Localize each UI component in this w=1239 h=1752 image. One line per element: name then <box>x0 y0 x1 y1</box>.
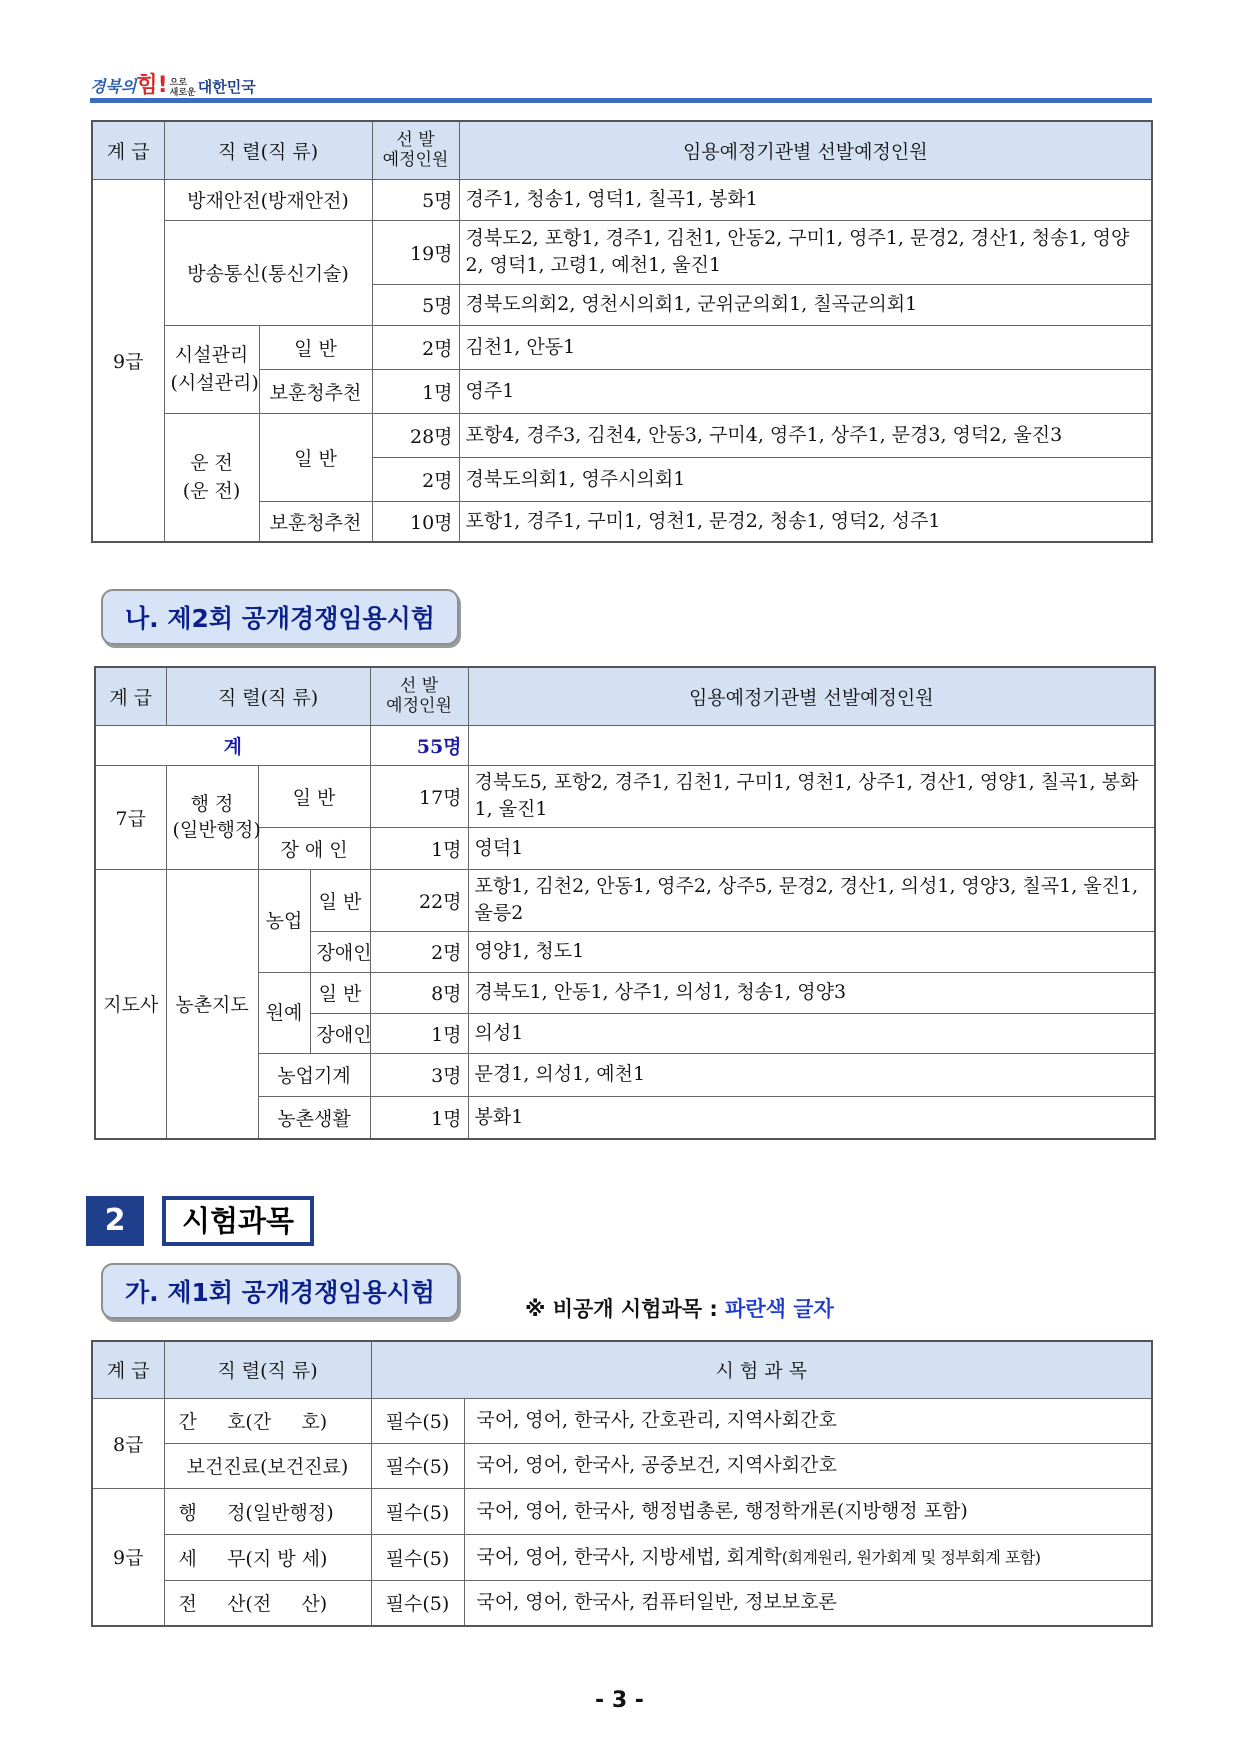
count-cell: 2명 <box>372 457 459 501</box>
agency-cell: 포항4, 경주3, 김천4, 안동3, 구미4, 영주1, 상주1, 문경3, 영덕2, 울진3 <box>459 413 1152 457</box>
table-row <box>95 869 1155 931</box>
logo-text-1: 경북의 <box>90 77 137 96</box>
grade-cell: 9급 <box>92 1488 164 1626</box>
series-cell: 전 산(전 산) <box>164 1580 371 1626</box>
agency-cell: 포항1, 김천2, 안동1, 영주2, 상주5, 문경2, 경산1, 의성1, 영양3, 칠곡1, 울진1, 울릉2 <box>468 869 1155 931</box>
agency-cell: 영주1 <box>459 369 1152 413</box>
header-agency: 임용예정기관별 선발예정인원 <box>459 121 1152 179</box>
header-logo <box>90 68 256 99</box>
sub-series-cell: 농촌생활 <box>258 1096 370 1139</box>
table-row <box>95 765 1155 827</box>
header-grade: 계 급 <box>95 667 166 725</box>
count-cell: 10명 <box>372 501 459 542</box>
total-count: 55명 <box>370 725 468 765</box>
table-row <box>92 413 1152 457</box>
page-number: - 3 - <box>595 1688 644 1713</box>
header-count: 선 발 예정인원 <box>370 667 468 725</box>
series-cell: 보건진료(보건진료) <box>164 1443 371 1488</box>
grade-cell: 8급 <box>92 1398 164 1488</box>
sub-series-cell: 일 반 <box>310 972 370 1013</box>
header-series: 직 렬(직 류) <box>164 121 372 179</box>
sub-series-cell: 일 반 <box>310 869 370 931</box>
count-cell: 1명 <box>372 369 459 413</box>
count-cell: 1명 <box>370 1096 468 1139</box>
section-heading-na: 나. 제2회 공개경쟁임용시험 <box>101 589 459 645</box>
header-grade: 계 급 <box>92 121 164 179</box>
agency-cell: 문경1, 의성1, 예천1 <box>468 1053 1155 1096</box>
sub-series-cell: 농업기계 <box>258 1053 370 1096</box>
count-cell: 3명 <box>370 1053 468 1096</box>
logo-text-2: 대한민국 <box>197 78 256 96</box>
total-row <box>95 725 1155 765</box>
requirement-cell: 필수(5) <box>371 1488 464 1534</box>
header-rule <box>90 98 1152 103</box>
count-cell: 1명 <box>370 1013 468 1053</box>
sub-series-cell: 보훈청추천 <box>259 501 372 542</box>
agency-cell: 김천1, 안동1 <box>459 325 1152 369</box>
table-header-row <box>95 667 1155 725</box>
series-cell: 행 정(일반행정) <box>164 1488 371 1534</box>
table-recruitment-2-body <box>94 666 1156 1140</box>
table-row <box>92 1580 1152 1626</box>
count-cell: 2명 <box>372 325 459 369</box>
category-wonye: 원예 <box>258 972 310 1053</box>
series-cell: 농촌지도 <box>166 869 258 1139</box>
header-series: 직 렬(직 류) <box>166 667 370 725</box>
subjects-cell: 국어, 영어, 한국사, 행정법총론, 행정학개론(지방행정 포함) <box>464 1488 1152 1534</box>
requirement-cell: 필수(5) <box>371 1398 464 1443</box>
count-cell: 8명 <box>370 972 468 1013</box>
series-cell: 시설관리 (시설관리) <box>164 325 259 413</box>
table-recruitment-1-continued <box>91 120 1153 543</box>
agency-cell: 경북도2, 포항1, 경주1, 김천1, 안동2, 구미1, 영주1, 문경2, 경산1, 청송1, 영양2, 영덕1, 고령1, 예천1, 울진1 <box>459 220 1152 284</box>
sub-series-cell: 일 반 <box>259 325 372 369</box>
sub-series-cell: 장애인 <box>310 1013 370 1053</box>
count-cell: 28명 <box>372 413 459 457</box>
sub-series-cell: 일 반 <box>258 765 370 827</box>
table-row <box>92 179 1152 220</box>
header-agency: 임용예정기관별 선발예정인원 <box>468 667 1155 725</box>
agency-cell: 경주1, 청송1, 영덕1, 칠곡1, 봉화1 <box>459 179 1152 220</box>
count-cell: 1명 <box>370 827 468 869</box>
agency-cell: 봉화1 <box>468 1096 1155 1139</box>
table-row <box>92 220 1152 284</box>
table-row <box>92 1443 1152 1488</box>
section-heading-ga: 가. 제1회 공개경쟁임용시험 <box>101 1263 459 1319</box>
agency-cell: 영덕1 <box>468 827 1155 869</box>
grade-cell: 지도사 <box>95 869 166 1139</box>
count-cell: 22명 <box>370 869 468 931</box>
total-label: 계 <box>95 725 370 765</box>
count-cell: 17명 <box>370 765 468 827</box>
agency-cell: 경북도5, 포항2, 경주1, 김천1, 구미1, 영천1, 상주1, 경산1, 영양1, 칠곡1, 봉화1, 울진1 <box>468 765 1155 827</box>
count-cell: 2명 <box>370 931 468 972</box>
table-row <box>92 1398 1152 1443</box>
grade-cell: 9급 <box>92 179 164 542</box>
table-row <box>92 1534 1152 1580</box>
sub-series-cell: 일 반 <box>259 413 372 501</box>
grade-cell: 7급 <box>95 765 166 869</box>
table-header-row <box>92 1341 1152 1398</box>
count-cell: 5명 <box>372 179 459 220</box>
table-header-row <box>92 121 1152 179</box>
count-cell: 5명 <box>372 284 459 325</box>
logo-exclaim: 힘! <box>136 73 168 98</box>
subjects-cell: 국어, 영어, 한국사, 간호관리, 지역사회간호 <box>464 1398 1152 1443</box>
table-exam-subjects <box>91 1340 1153 1627</box>
series-cell: 방송통신(통신기술) <box>164 220 372 325</box>
series-cell: 운 전 (운 전) <box>164 413 259 542</box>
table-row <box>92 1488 1152 1534</box>
header-subjects: 시 험 과 목 <box>371 1341 1152 1398</box>
subjects-cell: 국어, 영어, 한국사, 지방세법, 회계학(회계원리, 원가회계 및 정부회계 포함) <box>464 1534 1152 1580</box>
header-series: 직 렬(직 류) <box>164 1341 371 1398</box>
requirement-cell: 필수(5) <box>371 1580 464 1626</box>
header-count: 선 발 예정인원 <box>372 121 459 179</box>
series-cell: 행 정 (일반행정) <box>166 765 258 869</box>
sub-series-cell: 장애인 <box>310 931 370 972</box>
series-cell: 간 호(간 호) <box>164 1398 371 1443</box>
agency-cell: 경북도1, 안동1, 상주1, 의성1, 청송1, 영양3 <box>468 972 1155 1013</box>
table-row <box>92 325 1152 369</box>
agency-cell: 영양1, 청도1 <box>468 931 1155 972</box>
agency-cell: 의성1 <box>468 1013 1155 1053</box>
subjects-cell: 국어, 영어, 한국사, 컴퓨터일반, 정보보호론 <box>464 1580 1152 1626</box>
requirement-cell: 필수(5) <box>371 1443 464 1488</box>
logo-small-text: 으로 새로운 <box>169 77 196 98</box>
series-cell: 세 무(지 방 세) <box>164 1534 371 1580</box>
section-title-exam-subjects: 시험과목 <box>162 1196 314 1246</box>
sub-series-cell: 보훈청추천 <box>259 369 372 413</box>
category-nongeop: 농업 <box>258 869 310 972</box>
agency-cell: 경북도의회1, 영주시의회1 <box>459 457 1152 501</box>
requirement-cell: 필수(5) <box>371 1534 464 1580</box>
total-agency <box>468 725 1155 765</box>
subjects-cell: 국어, 영어, 한국사, 공중보건, 지역사회간호 <box>464 1443 1152 1488</box>
series-cell: 방재안전(방재안전) <box>164 179 372 220</box>
agency-cell: 포항1, 경주1, 구미1, 영천1, 문경2, 청송1, 영덕2, 성주1 <box>459 501 1152 542</box>
agency-cell: 경북도의회2, 영천시의회1, 군위군의회1, 칠곡군의회1 <box>459 284 1152 325</box>
count-cell: 19명 <box>372 220 459 284</box>
note-private-subjects: ※ 비공개 시험과목 : 파란색 글자 <box>525 1297 834 1321</box>
sub-series-cell: 장 애 인 <box>258 827 370 869</box>
section-number: 2 <box>86 1196 144 1246</box>
header-grade: 계 급 <box>92 1341 164 1398</box>
